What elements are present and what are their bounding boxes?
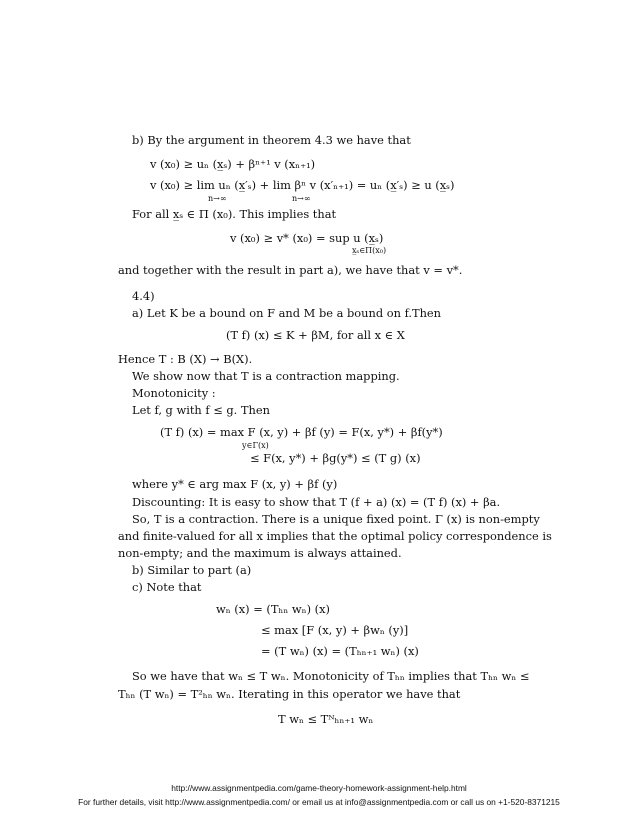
equation-line: ≤ max [F (x, y) + βwₙ (y)] bbox=[261, 623, 409, 637]
text-line: Hence T : B (X) → B(X). bbox=[118, 352, 253, 366]
section-number: 4.4) bbox=[132, 289, 155, 303]
equation-line: ≤ F(x, y*) + βg(y*) ≤ (T g) (x) bbox=[250, 451, 421, 465]
text-line: non-empty; and the maximum is always attained. bbox=[118, 546, 402, 560]
text-line: and together with the result in part a), we have that v = v*. bbox=[118, 263, 463, 277]
text-line: We show now that T is a contraction mapping. bbox=[132, 369, 400, 383]
sup-subscript: x̲ₛ∈Π(x₀) bbox=[352, 246, 387, 255]
text-line: Discounting: It is easy to show that T (f + a) (x) = (T f) (x) + βa. bbox=[132, 495, 501, 509]
footer-url[interactable]: http://www.assignmentpedia.com/game-theory-homework-assignment-help.html bbox=[171, 783, 467, 793]
text-line: Tₕₙ (T wₙ) = T²ₕₙ wₙ. Iterating in this operator we have that bbox=[118, 687, 461, 701]
text-line: where y* ∈ arg max F (x, y) + βf (y) bbox=[132, 477, 338, 491]
equation-line: = (T wₙ) (x) = (Tₕₙ₊₁ wₙ) (x) bbox=[261, 644, 419, 658]
max-subscript: y∈Γ(x) bbox=[242, 441, 269, 450]
equation-line: (T f) (x) ≤ K + βM, for all x ∈ X bbox=[226, 328, 405, 342]
equation-line: wₙ (x) = (Tₕₙ wₙ) (x) bbox=[216, 602, 330, 616]
text-line: b) Similar to part (a) bbox=[132, 563, 252, 577]
text-line: Let f, g with f ≤ g. Then bbox=[132, 403, 270, 417]
limit-subscript: n→∞ bbox=[292, 194, 311, 203]
text-line: For all x̲ₛ ∈ Π (x₀). This implies that bbox=[132, 207, 337, 221]
text-line: So, T is a contraction. There is a unique fixed point. Γ (x) is non-empty bbox=[132, 512, 540, 526]
text-line: b) By the argument in theorem 4.3 we have that bbox=[132, 133, 411, 147]
equation-line: v (x₀) ≥ v* (x₀) = sup u (x̲ₛ) bbox=[230, 231, 384, 245]
equation-line: v (x₀) ≥ uₙ (x̲ₛ) + βⁿ⁺¹ v (xₙ₊₁) bbox=[150, 157, 316, 171]
text-line: c) Note that bbox=[132, 580, 202, 594]
text-line: and finite-valued for all x implies that the optimal policy correspondence is bbox=[118, 529, 552, 543]
equation-line: v (x₀) ≥ lim uₙ (x̲′ₛ) + lim βⁿ v (x′ₙ₊₁) = uₙ (x̲′ₛ) ≥ u (x̲ₛ) bbox=[150, 178, 455, 192]
text-line: Monotonicity : bbox=[132, 386, 216, 400]
equation-line: (T f) (x) = max F (x, y) + βf (y) = F(x, y*) + βf(y*) bbox=[160, 425, 443, 439]
limit-subscript: n→∞ bbox=[208, 194, 227, 203]
footer-contact[interactable]: For further details, visit http://www.assignmentpedia.com/ or email us at info@assignmentpedia.com or call us on +1-520-8371215 bbox=[78, 797, 560, 807]
text-line: So we have that wₙ ≤ T wₙ. Monotonicity of Tₕₙ implies that Tₕₙ wₙ ≤ bbox=[132, 669, 530, 683]
text-line: a) Let K be a bound on F and M be a bound on f.Then bbox=[132, 306, 442, 320]
equation-line: T wₙ ≤ Tᴺₕₙ₊₁ wₙ bbox=[278, 712, 374, 726]
